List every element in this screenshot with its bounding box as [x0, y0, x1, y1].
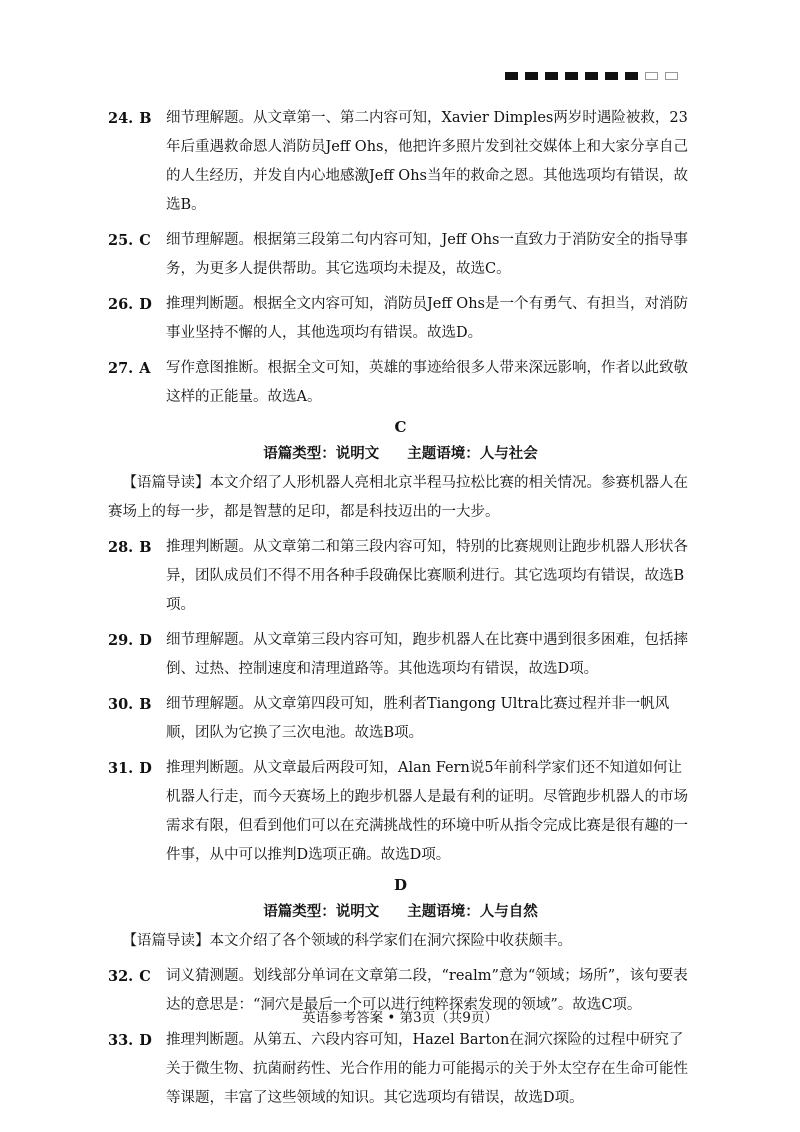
genre-type: 语篇类型：说明文 [263, 445, 380, 462]
question-item [108, 226, 693, 284]
question-number: 24. [108, 110, 134, 127]
question-explanation: 推理判断题。从第五、六段内容可知，Hazel Barton在洞穴探险的过程中研究了关于微生物、抗菌耐药性、光合作用的能力可能揭示的关于外太空存在生命可能性等课题，丰富了这些领域的知识。其它选项均有错误，故选D项。 [166, 1032, 688, 1106]
question-explanation: 细节理解题。从文章第一、第二内容可知，Xavier Dimples两岁时遇险被救，23年后重遇救命恩人消防员Jeff Ohs，他把许多照片发到社交媒体上和大家分享自己的人生经历，并发自内心地感激Jeff Ohs当年的救命之恩。其他选项均有错误，故选B。 [166, 110, 688, 213]
question-number: 25. [108, 232, 134, 249]
question-answer: D [139, 1032, 152, 1049]
question-explanation: 细节理解题。从文章第四段可知，胜利者Tiangong Ultra比赛过程并非一帆风顺，团队为它换了三次电池。故选B项。 [166, 696, 670, 741]
section-genre-c [108, 442, 693, 463]
question-number: 30. [108, 696, 134, 713]
question-answer: B [139, 110, 152, 127]
question-explanation: 推理判断题。从文章第二和第三段内容可知，特别的比赛规则让跑步机器人形状各异，团队成员们不得不用各种手段确保比赛顺利进行。其它选项均有错误，故选B项。 [166, 539, 688, 613]
intro-text: 本文介绍了人形机器人亮相北京半程马拉松比赛的相关情况。参赛机器人在赛场上的每一步，都是智慧的足印，都是科技迈出的一大步。 [108, 475, 688, 520]
page-footer: 英语参考答案 • 第3页（共9页） [302, 1010, 498, 1026]
question-answer: C [139, 968, 151, 985]
section-letter-c: C [394, 418, 407, 436]
header-mark [605, 72, 618, 80]
header-mark [565, 72, 578, 80]
question-number: 32. [108, 968, 134, 985]
theme-context: 主题语境：人与自然 [407, 903, 538, 920]
question-item [108, 354, 693, 412]
question-answer: D [139, 760, 152, 777]
question-number: 29. [108, 632, 134, 649]
question-item [108, 290, 693, 348]
header-mark-empty [645, 72, 658, 80]
question-item [108, 690, 693, 748]
question-item [108, 533, 693, 620]
passage-intro-d [108, 927, 693, 956]
header-mark [525, 72, 538, 80]
question-item [108, 1026, 693, 1113]
section-letter-d: D [393, 876, 407, 894]
question-explanation: 词义猜测题。划线部分单词在文章第二段，“realm”意为“领域；场所”，该句要表达的意思是：“洞穴是最后一个可以进行纯粹探索发现的领域”。故选C项。 [166, 968, 688, 1013]
genre-type: 语篇类型：说明文 [263, 903, 380, 920]
question-explanation: 细节理解题。从文章第三段内容可知，跑步机器人在比赛中遇到很多困难，包括摔倒、过热、控制速度和清理道路等。其他选项均有错误，故选D项。 [166, 632, 688, 677]
question-answer: C [139, 232, 151, 249]
question-explanation: 细节理解题。根据第三段第二句内容可知，Jeff Ohs一直致力于消防安全的指导事务，为更多人提供帮助。其它选项均未提及，故选C。 [166, 232, 688, 277]
question-explanation: 推理判断题。从文章最后两段可知，Alan Fern说5年前科学家们还不知道如何让机器人行走，而今天赛场上的跑步机器人是最有利的证明。尽管跑步机器人的市场需求有限，但看到他们可以在充满挑战性的环境中听从指令完成比赛是很有趣的一件事，从中可以推判D选项正确。故选D项。 [166, 760, 688, 863]
header-mark [585, 72, 598, 80]
question-item [108, 626, 693, 684]
question-item [108, 104, 693, 220]
question-answer: B [139, 696, 152, 713]
intro-tag: 【语篇导读】 [122, 933, 210, 949]
question-explanation: 写作意图推断。根据全文可知，英雄的事迹给很多人带来深远影响，作者以此致敬这样的正能量。故选A。 [166, 360, 688, 405]
question-item [108, 754, 693, 870]
question-number: 27. [108, 360, 134, 377]
header-mark-empty [665, 72, 678, 80]
question-answer: D [139, 632, 152, 649]
question-explanation: 推理判断题。根据全文内容可知，消防员Jeff Ohs是一个有勇气、有担当，对消防事业坚持不懈的人，其他选项均有错误。故选D。 [166, 296, 688, 341]
header-mark [505, 72, 518, 80]
question-answer: B [139, 539, 152, 556]
question-answer: A [139, 360, 151, 377]
answer-content [108, 104, 693, 1119]
question-answer: D [139, 296, 152, 313]
header-marks [505, 72, 678, 80]
question-number: 26. [108, 296, 134, 313]
question-number: 28. [108, 539, 134, 556]
header-mark [545, 72, 558, 80]
passage-intro-c [108, 469, 693, 527]
intro-text: 本文介绍了各个领域的科学家们在洞穴探险中收获颇丰。 [209, 933, 572, 949]
section-genre-d [108, 900, 693, 921]
question-number: 33. [108, 1032, 134, 1049]
question-number: 31. [108, 760, 134, 777]
header-mark [625, 72, 638, 80]
intro-tag: 【语篇导读】 [122, 475, 210, 491]
theme-context: 主题语境：人与社会 [407, 445, 538, 462]
